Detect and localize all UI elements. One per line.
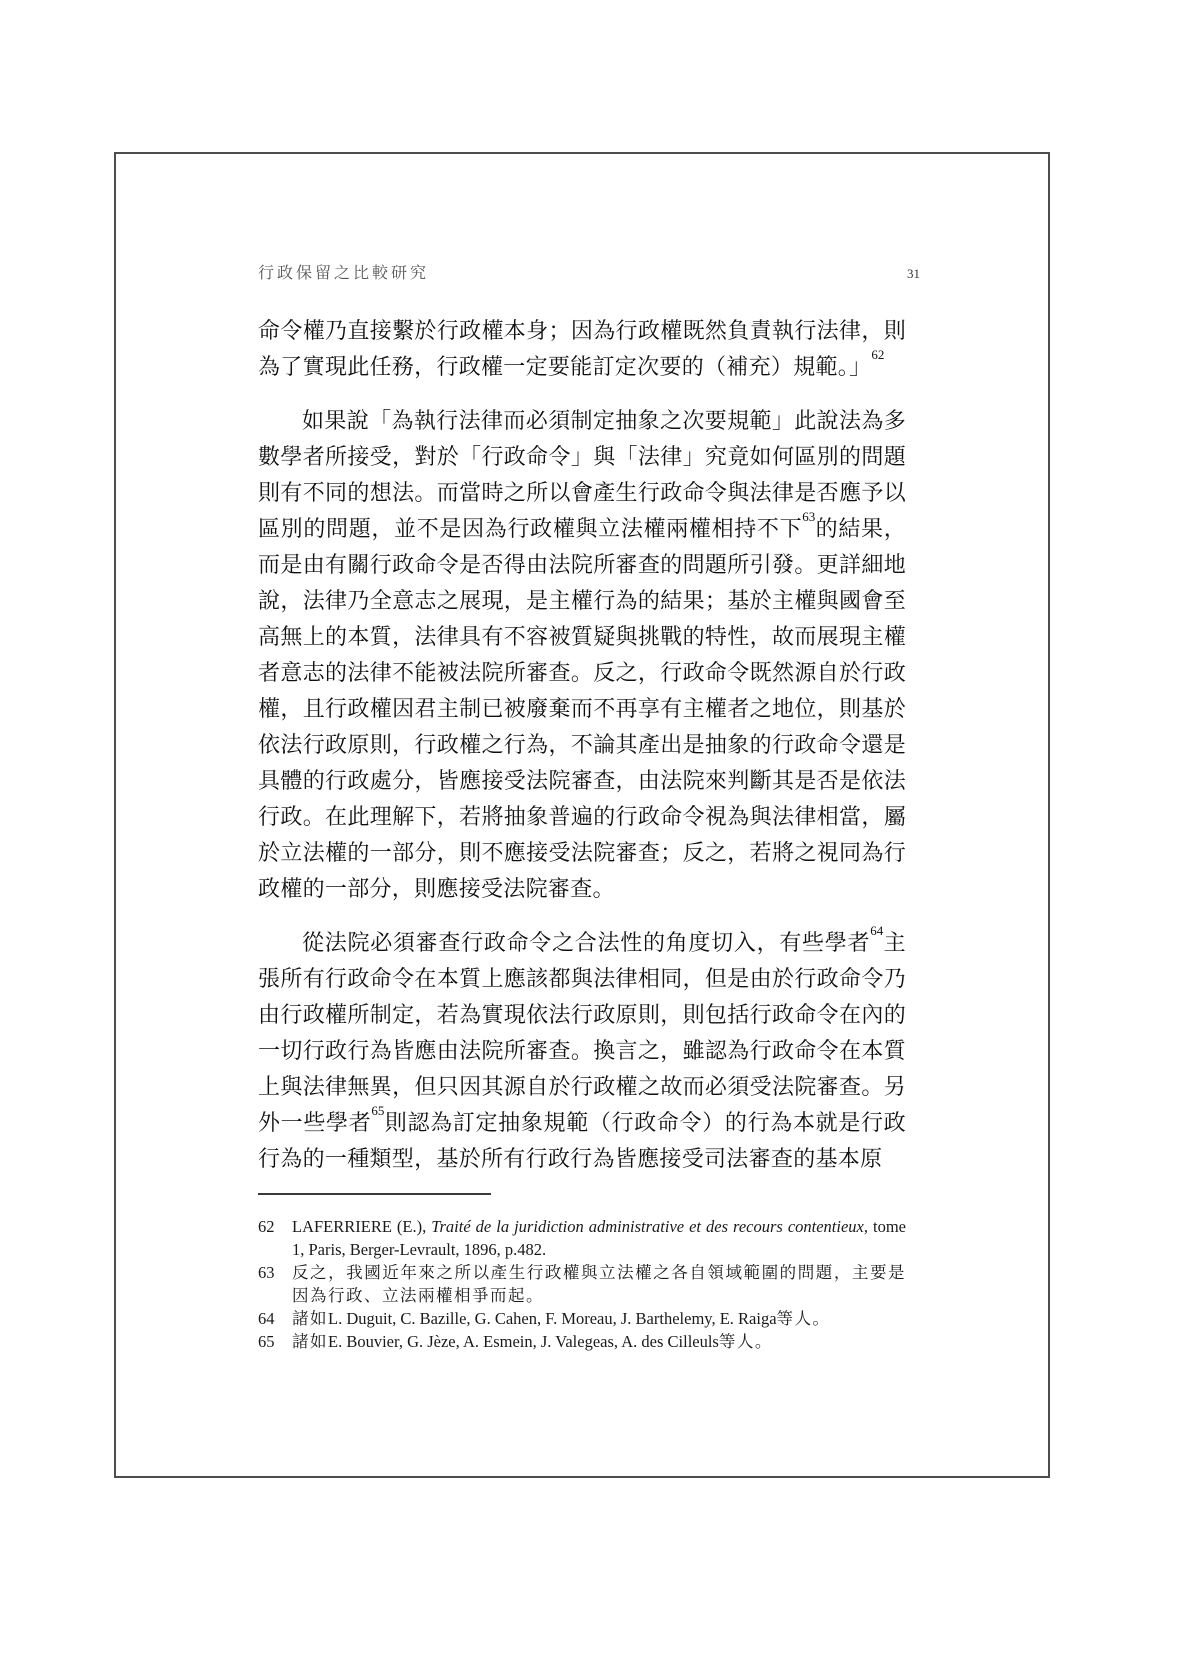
paragraph-text: 的結果，而是由有關行政命令是否得由法院所審查的問題所引發。更詳細地說，法律乃全意志之展現，是主權行為的結果；基於主權與國會至高無上的本質，法律具有不容被質疑與挑戰的特性，故而展現主權者意志的法律不能被法院所審查。反之，行政命令既然源自於行政權，且行政權因君主制已被廢棄而不再享有主權者之地位，則基於依法行政原則，行政權之行為，不論其產出是抽象的行政命令還是具體的行政處分，皆應接受法院審查，由法院來判斷其是否是依法行政。在此理解下，若將抽象普遍的行政命令視為與法律相當，屬於立法權的一部分，則不應接受法院審查；反之，若將之視同為行政權的一部分，則應接受法院審查。: [258, 516, 907, 901]
footnote-text: [292, 1330, 906, 1353]
paragraph-text: 則認為訂定抽象規範（行政命令）的行為本就是行政行為的一種類型，基於所有行政行為皆應接受司法審查的基本原: [258, 1110, 906, 1171]
footnote-64: [258, 1307, 906, 1330]
paragraph-text: 主張所有行政命令在本質上應該都與法律相同，但是由於行政命令乃由行政權所制定，若為實現依法行政原則，則包括行政命令在內的一切行政行為皆應由法院所審查。換言之，雖認為行政命令在本質上與法律無異，但只因其源自於行政權之故而必須受法院審查。另外一些學者: [258, 930, 906, 1135]
footnote-title-italic: Traité de la juridiction administrative et des recours contentieux: [431, 1217, 864, 1236]
footnote-segment: LAFERRIERE (E.),: [292, 1217, 432, 1236]
body-text-block: [258, 313, 906, 1177]
page-border-frame: [114, 152, 1050, 1478]
footnote-segment: 等人。: [718, 1332, 773, 1351]
footnote-65: [258, 1330, 906, 1353]
footnote-text: [292, 1307, 906, 1330]
paragraph-2: [258, 403, 906, 907]
paragraph-3: [258, 922, 906, 1177]
footnote-number: 63: [258, 1263, 275, 1282]
footnotes-block: [258, 1215, 906, 1353]
page-number: 31: [907, 266, 920, 281]
paragraph-continuation: [258, 313, 906, 385]
paragraph-text: 命令權乃直接繫於行政權本身；因為行政權既然負責執行法律，則為了實現此任務，行政權一定要能訂定次要的（補充）規範。」: [258, 318, 906, 379]
footnote-ref-63: 63: [802, 508, 816, 524]
footnote-number: 65: [258, 1332, 275, 1351]
footnote-segment: 等人。: [776, 1309, 831, 1328]
footnote-63: [258, 1261, 906, 1307]
footnote-segment: , tome 1, Paris, Berger-Levrault, 1896, p.482.: [292, 1217, 906, 1259]
footnote-segment: L. Duguit, C. Bazille, G. Cahen, F. Moreau, J. Barthelemy, E. Raiga: [328, 1309, 777, 1328]
footnote-text: [292, 1261, 906, 1307]
paragraph-text: 如果說「為執行法律而必須制定抽象之次要規範」此說法為多數學者所接受，對於「行政命令」與「法律」究竟如何區別的問題則有不同的想法。而當時之所以會產生行政命令與法律是否應予以區別的問題，並不是因為行政權與立法權兩權相持不下: [258, 408, 906, 541]
footnote-separator-rule: [258, 1193, 491, 1195]
footnote-segment: 反之，我國近年來之所以產生行政權與立法權之各自領域範圍的問題，主要是因為行政、立法兩權相爭而起。: [292, 1263, 906, 1305]
footnote-ref-64: 64: [870, 922, 884, 938]
paragraph-text: 從法院必須審查行政命令之合法性的角度切入，有些學者: [302, 930, 871, 955]
footnote-number: 64: [258, 1309, 275, 1328]
footnote-number: 62: [258, 1217, 275, 1236]
footnote-segment: 諸如: [292, 1332, 328, 1351]
footnote-segment: E. Bouvier, G. Jèze, A. Esmein, J. Valegeas, A. des Cilleuls: [328, 1332, 719, 1351]
page-content-column: [258, 154, 920, 1353]
footnote-ref-62: 62: [871, 346, 885, 362]
page-header: [258, 260, 920, 283]
running-head-title: 行政保留之比較研究: [258, 265, 430, 282]
footnote-ref-65: 65: [371, 1102, 385, 1118]
footnote-62: [258, 1215, 906, 1261]
footnote-text: [292, 1215, 906, 1261]
footnote-segment: 諸如: [292, 1309, 328, 1328]
